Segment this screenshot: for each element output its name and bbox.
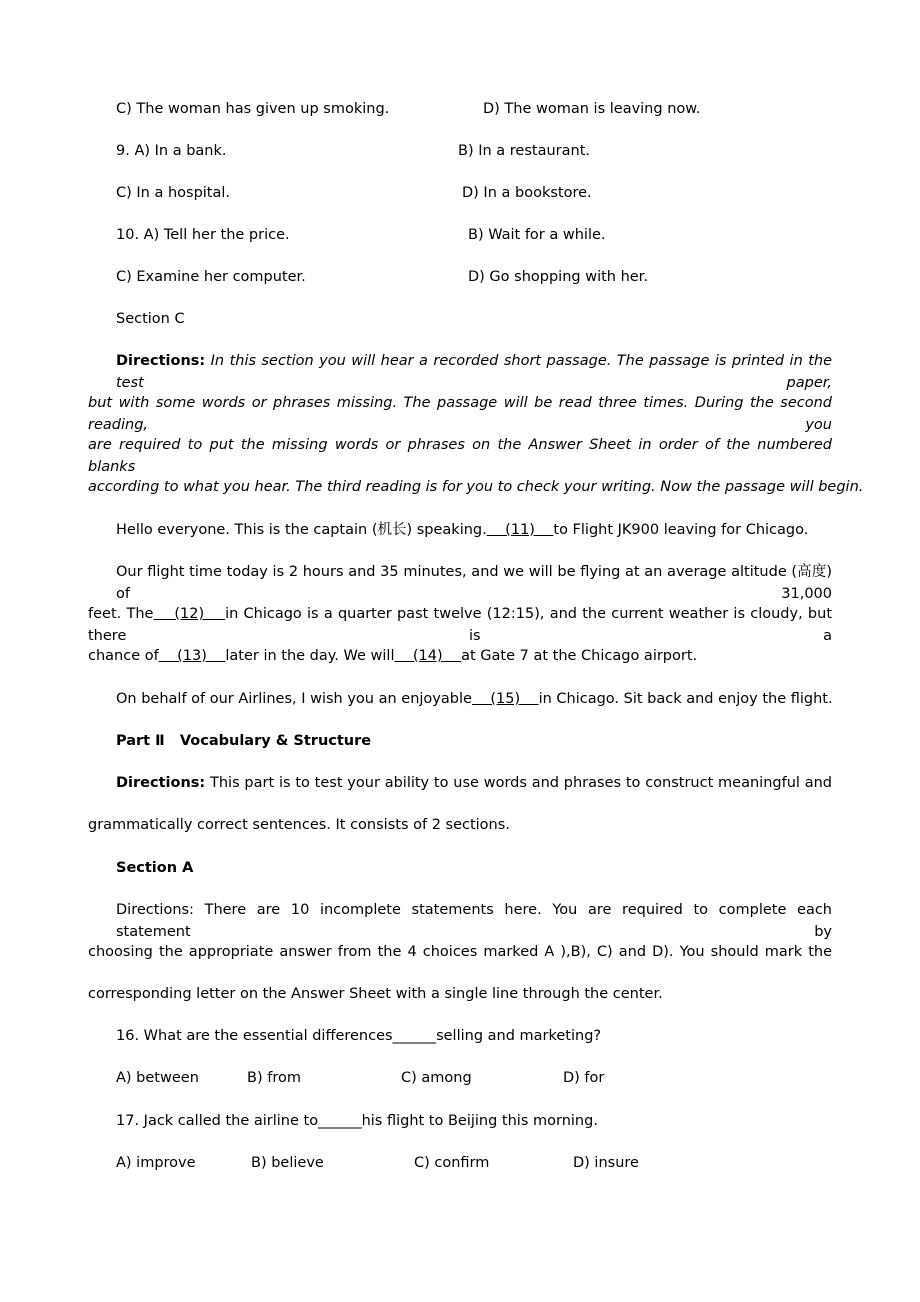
p1-text-post: to Flight JK900 leaving for Chicago.: [553, 522, 809, 538]
blank-12[interactable]: (12): [153, 606, 226, 622]
q10-option-b: B) Wait for a while.: [468, 227, 606, 243]
q17-stem: [116, 1110, 832, 1132]
q17-options-row: [116, 1152, 832, 1174]
p2-text-post: in Chicago is a quarter past twelve (12:15), and the current weather is cloudy, but there is a: [88, 606, 833, 644]
p3-text-post: in Chicago. Sit back and enjoy the flight.: [538, 691, 833, 707]
part-2-directions-label: Directions:: [116, 775, 206, 791]
q16-stem: [116, 1025, 832, 1047]
section-c-directions-line-3: are required to put the missing words or phrases on the Answer Sheet in order of the numbered blanks: [88, 437, 832, 475]
part-2-directions-text: This part is to test your ability to use words and phrases to construct meaningful and: [210, 775, 832, 791]
q17-option-b[interactable]: B) believe: [251, 1155, 324, 1171]
blank-13[interactable]: (13): [158, 648, 226, 664]
part-2-directions-line-2: grammatically correct sentences. It consists of 2 sections.: [88, 817, 510, 833]
section-a-directions-line-2: choosing the appropriate answer from the 4 choices marked A ),B), C) and D). You should mark the: [88, 944, 832, 960]
q16-option-b[interactable]: B) from: [247, 1070, 301, 1086]
q9-option-b: B) In a restaurant.: [458, 143, 590, 159]
q16-option-d[interactable]: D) for: [563, 1070, 605, 1086]
passage-paragraph-1: [116, 519, 832, 541]
section-a-heading: Section A: [116, 860, 194, 876]
q16-stem-pre: 16. What are the essential differences: [116, 1028, 393, 1044]
p2-text-pre: feet. The: [88, 606, 154, 622]
q10-row-1: [116, 224, 832, 246]
q9-row-1: [116, 140, 832, 162]
q17-stem-pre: 17. Jack called the airline to: [116, 1113, 319, 1129]
part-2-directions-line-1: [116, 772, 832, 794]
blank-15[interactable]: (15): [471, 691, 539, 707]
q10-option-a: 10. A) Tell her the price.: [116, 227, 290, 243]
q10-option-d: D) Go shopping with her.: [468, 269, 648, 285]
p3-text-pre: On behalf of our Airlines, I wish you an enjoyable: [116, 691, 472, 707]
q16-option-c[interactable]: C) among: [401, 1070, 472, 1086]
p2l3-text-pre: chance of: [88, 648, 159, 664]
part-2-heading: Part Ⅱ Vocabulary & Structure: [116, 733, 372, 749]
q10-row-2: [116, 266, 832, 288]
directions-label: Directions:: [116, 353, 206, 369]
q16-option-a[interactable]: A) between: [116, 1070, 199, 1086]
passage-paragraph-2-line-2: [88, 603, 833, 644]
q17-option-d[interactable]: D) insure: [573, 1155, 639, 1171]
q17-blank: ______: [318, 1113, 362, 1129]
section-a-directions-line-1: Directions: There are 10 incomplete statements here. You are required to complete each statement by: [116, 902, 832, 940]
passage-paragraph-2-line-1: Our flight time today is 2 hours and 35 minutes, and we will be flying at an average altitude (高度) of 31,000: [116, 564, 832, 602]
q16-options-row: [116, 1067, 832, 1089]
section-c-directions-line-1: [116, 350, 833, 391]
section-a-directions-line-3: corresponding letter on the Answer Sheet with a single line through the center.: [88, 986, 663, 1002]
passage-paragraph-2-line-3: [88, 645, 832, 667]
p2l3-text-mid: later in the day. We will: [225, 648, 395, 664]
q9-row-2: [116, 182, 832, 204]
q10-option-c: C) Examine her computer.: [116, 269, 306, 285]
p1-text-pre: Hello everyone. This is the captain (机长) speaking.: [116, 522, 487, 538]
directions-text-1: In this section you will hear a recorded short passage. The passage is printed in the test paper,: [116, 353, 833, 391]
section-c-directions-line-2: but with some words or phrases missing. The passage will be read three times. During the second reading, you: [88, 395, 832, 433]
q16-blank: ______: [392, 1028, 437, 1044]
q8-options-row: [116, 98, 832, 120]
q9-option-a: 9. A) In a bank.: [116, 143, 227, 159]
blank-14[interactable]: (14): [394, 648, 462, 664]
passage-paragraph-3: [116, 688, 832, 710]
q8-option-d: D) The woman is leaving now.: [483, 101, 701, 117]
q17-option-c[interactable]: C) confirm: [414, 1155, 490, 1171]
q16-stem-post: selling and marketing?: [436, 1028, 602, 1044]
section-c-heading: Section C: [116, 311, 185, 327]
blank-11[interactable]: (11): [486, 522, 554, 538]
q17-stem-post: his flight to Beijing this morning.: [361, 1113, 598, 1129]
q9-option-c: C) In a hospital.: [116, 185, 231, 201]
p2l3-text-post: at Gate 7 at the Chicago airport.: [461, 648, 698, 664]
q8-option-c: C) The woman has given up smoking.: [116, 101, 390, 117]
section-c-directions-line-4: according to what you hear. The third reading is for you to check your writing. Now the passage will begin.: [88, 479, 864, 495]
q9-option-d: D) In a bookstore.: [462, 185, 592, 201]
q17-option-a[interactable]: A) improve: [116, 1155, 196, 1171]
